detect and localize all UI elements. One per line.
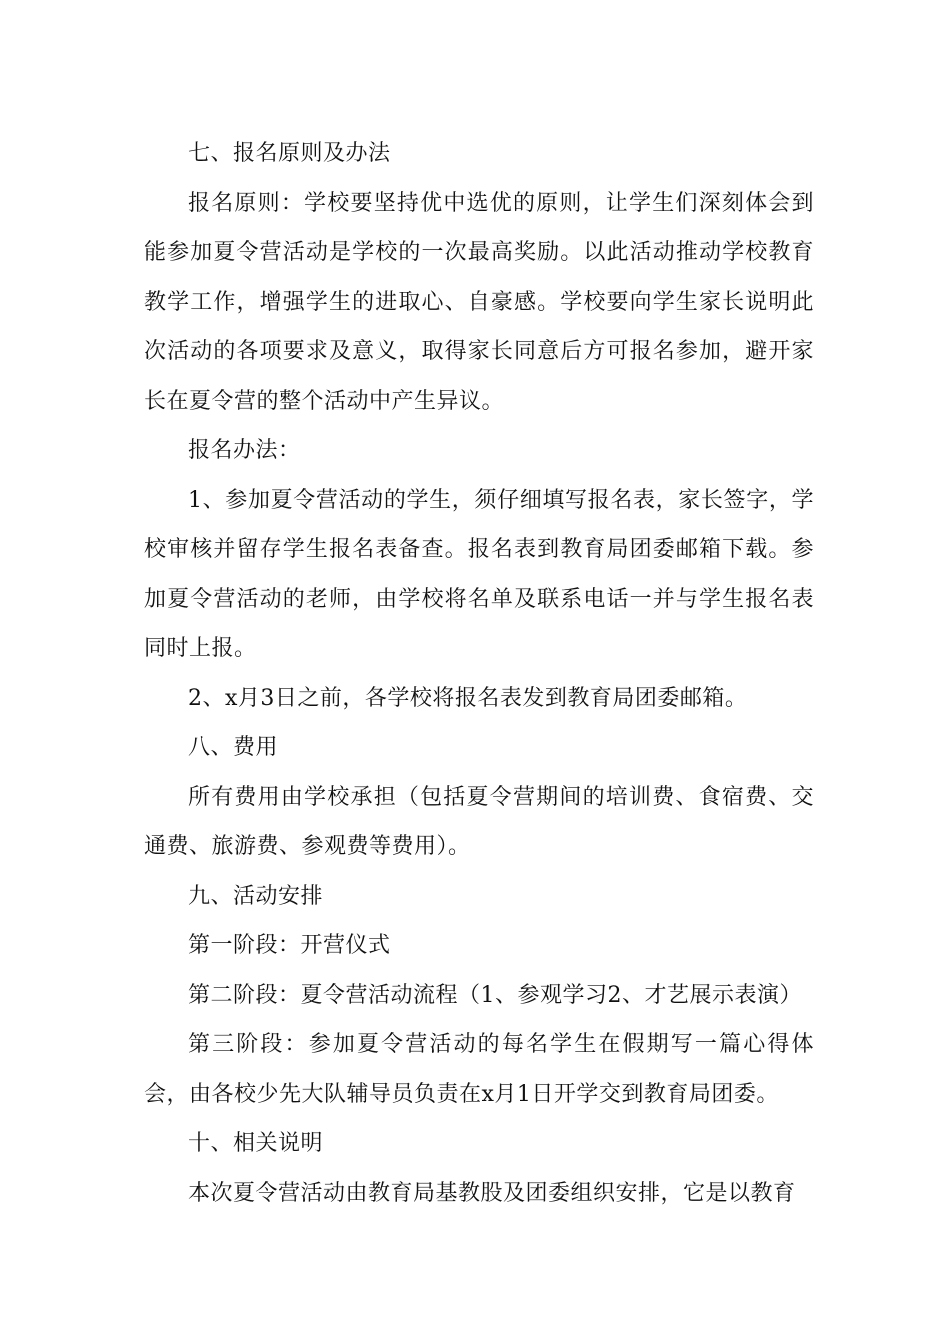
section-heading-notes: 十、相关说明 <box>188 1131 324 1156</box>
paragraph-registration-method-label: 报名办法： <box>188 438 301 463</box>
section-heading-schedule: 九、活动安排 <box>188 883 324 909</box>
paragraph-fees: 所有费用由学校承担（包括夏令营期间的培训费、食宿费、交通费、旅游费、参观费等费用）。 <box>144 784 814 859</box>
document-body <box>144 129 814 1218</box>
paragraph-registration-method-2: 2、x月3日之前，各学校将报名表发到教育局团委邮箱。 <box>188 685 748 711</box>
paragraph-registration-principle: 报名原则：学校要坚持优中选优的原则，让学生们深刻体会到能参加夏令营活动是学校的一次最高奖励。以此活动推动学校教育教学工作，增强学生的进取心、自豪感。学校要向学生家长说明此次活动的各项要求及意义，取得家长同意后方可报名参加，避开家长在夏令营的整个活动中产生异议。 <box>144 190 814 414</box>
section-heading-fees: 八、费用 <box>188 735 279 760</box>
section-heading-registration: 七、报名原则及办法 <box>188 141 391 166</box>
paragraph-notes: 本次夏令营活动由教育局基教股及团委组织安排，它是以教育 <box>188 1180 796 1206</box>
paragraph-stage-1: 第一阶段：开营仪式 <box>188 933 391 958</box>
paragraph-stage-3: 第三阶段：参加夏令营活动的每名学生在假期写一篇心得体会，由各校少先大队辅导员负责在x月1日开学交到教育局团委。 <box>144 1032 814 1107</box>
paragraph-registration-method-1: 1、参加夏令营活动的学生，须仔细填写报名表，家长签字，学校审核并留存学生报名表备查。报名表到教育局团委邮箱下载。参加夏令营活动的老师，由学校将名单及联系电话一并与学生报名表同时上报。 <box>144 487 814 661</box>
paragraph-stage-2: 第二阶段：夏令营活动流程（1、参观学习2、才艺展示表演） <box>188 982 802 1008</box>
